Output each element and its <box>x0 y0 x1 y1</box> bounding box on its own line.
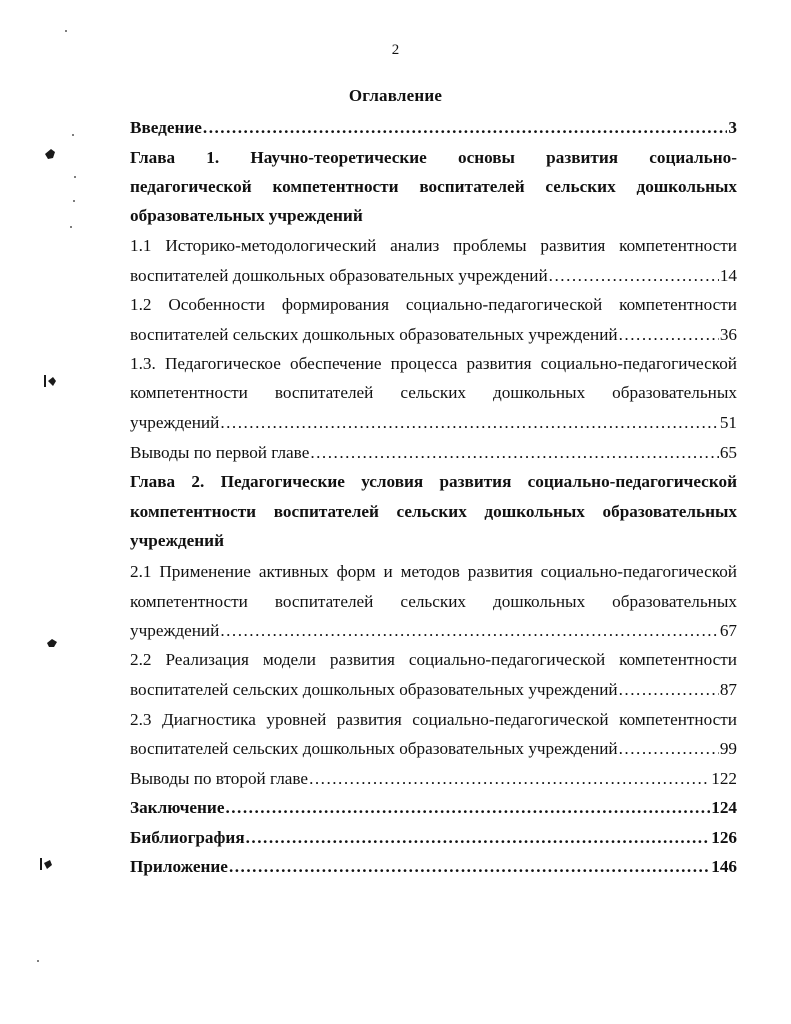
entry-page: 146 <box>711 857 737 876</box>
dot-leader <box>310 441 718 465</box>
scan-speck <box>70 226 72 228</box>
toc-conclusions-chapter1[interactable] <box>130 441 737 465</box>
toc-section-2-2-line1[interactable]: 2.2 Реализация модели развития социально-педагогической компетентности <box>130 650 737 669</box>
toc-chapter1-line1[interactable]: Глава 1. Научно-теоретические основы развития социально- <box>130 148 737 167</box>
entry-page: 87 <box>719 680 737 699</box>
entry-text: Выводы по второй главе <box>130 769 309 788</box>
toc-entry-bibliography[interactable] <box>130 826 737 850</box>
toc-chapter2-line3[interactable]: учреждений <box>130 531 224 550</box>
dot-leader <box>203 116 728 140</box>
binding-mark-icon <box>44 148 56 160</box>
entry-page: 126 <box>711 828 737 847</box>
entry-page: 51 <box>719 413 737 432</box>
toc-title: Оглавление <box>348 86 443 105</box>
entry-page: 36 <box>719 325 737 344</box>
dot-leader <box>220 411 719 435</box>
entry-text: Заключение <box>130 798 225 817</box>
dot-leader <box>619 737 719 761</box>
toc-chapter2-line2[interactable]: компетентности воспитателей сельских дошкольных образовательных <box>130 502 737 521</box>
toc-entry-introduction[interactable] <box>130 116 737 140</box>
dot-leader <box>549 264 719 288</box>
toc-section-1-2-line2[interactable] <box>130 323 737 347</box>
dot-leader <box>309 767 710 791</box>
entry-page: 67 <box>719 621 737 640</box>
entry-page: 122 <box>711 769 737 788</box>
page-number: 2 <box>391 42 400 58</box>
dot-leader <box>619 678 719 702</box>
toc-chapter1-line2[interactable]: педагогической компетентности воспитателей сельских дошкольных <box>130 177 737 196</box>
dot-leader <box>619 323 719 347</box>
toc-section-1-3-line2[interactable]: компетентности воспитателей сельских дошкольных образовательных <box>130 383 737 402</box>
toc-conclusions-chapter2[interactable] <box>130 767 737 791</box>
entry-text: воспитателей сельских дошкольных образовательных учреждений <box>130 680 618 699</box>
toc-chapter2-line1[interactable]: Глава 2. Педагогические условия развития социально-педагогической <box>130 472 737 491</box>
entry-page: 124 <box>711 798 737 817</box>
scan-speck <box>37 960 39 962</box>
dot-leader <box>246 826 711 850</box>
toc-section-2-1-line3[interactable] <box>130 619 737 643</box>
toc-chapter1-line3[interactable]: образовательных учреждений <box>130 206 363 225</box>
dot-leader <box>225 796 710 820</box>
entry-page: 65 <box>719 443 737 462</box>
scan-speck <box>73 200 75 202</box>
toc-section-2-2-line2[interactable] <box>130 678 737 702</box>
binding-mark-icon <box>46 637 58 649</box>
entry-text: учреждений <box>130 621 220 640</box>
scan-speck <box>74 176 76 178</box>
entry-text: Приложение <box>130 857 228 876</box>
entry-page: 99 <box>719 739 737 758</box>
entry-text: Введение <box>130 118 202 137</box>
toc-section-1-1-line1[interactable]: 1.1 Историко-методологический анализ проблемы развития компетентности <box>130 236 737 255</box>
entry-page: 14 <box>719 266 737 285</box>
entry-text: воспитателей сельских дошкольных образовательных учреждений <box>130 739 618 758</box>
toc-section-1-3-line1[interactable]: 1.3. Педагогическое обеспечение процесса развития социально-педагогической <box>130 354 737 373</box>
toc-entry-conclusion[interactable] <box>130 796 737 820</box>
entry-text: Библиография <box>130 828 245 847</box>
toc-section-2-1-line1[interactable]: 2.1 Применение активных форм и методов развития социально-педагогической <box>130 562 737 581</box>
toc-entry-appendix[interactable] <box>130 855 737 879</box>
entry-text: Выводы по первой главе <box>130 443 310 462</box>
binding-mark-icon <box>40 858 52 870</box>
toc-section-2-3-line1[interactable]: 2.3 Диагностика уровней развития социально-педагогической компетентности <box>130 710 737 729</box>
entry-text: воспитателей сельских дошкольных образовательных учреждений <box>130 325 618 344</box>
binding-mark-icon <box>44 375 56 387</box>
toc-section-1-3-line3[interactable] <box>130 411 737 435</box>
toc-section-1-2-line1[interactable]: 1.2 Особенности формирования социально-педагогической компетентности <box>130 295 737 314</box>
toc-section-1-1-line2[interactable] <box>130 264 737 288</box>
entry-text: воспитателей дошкольных образовательных учреждений <box>130 266 548 285</box>
dot-leader <box>229 855 710 879</box>
toc-section-2-1-line2[interactable]: компетентности воспитателей сельских дошкольных образовательных <box>130 592 737 611</box>
scan-speck <box>65 30 67 32</box>
dot-leader <box>220 619 719 643</box>
scan-speck <box>72 134 74 136</box>
entry-page: 3 <box>728 118 737 137</box>
entry-text: учреждений <box>130 413 220 432</box>
toc-section-2-3-line2[interactable] <box>130 737 737 761</box>
